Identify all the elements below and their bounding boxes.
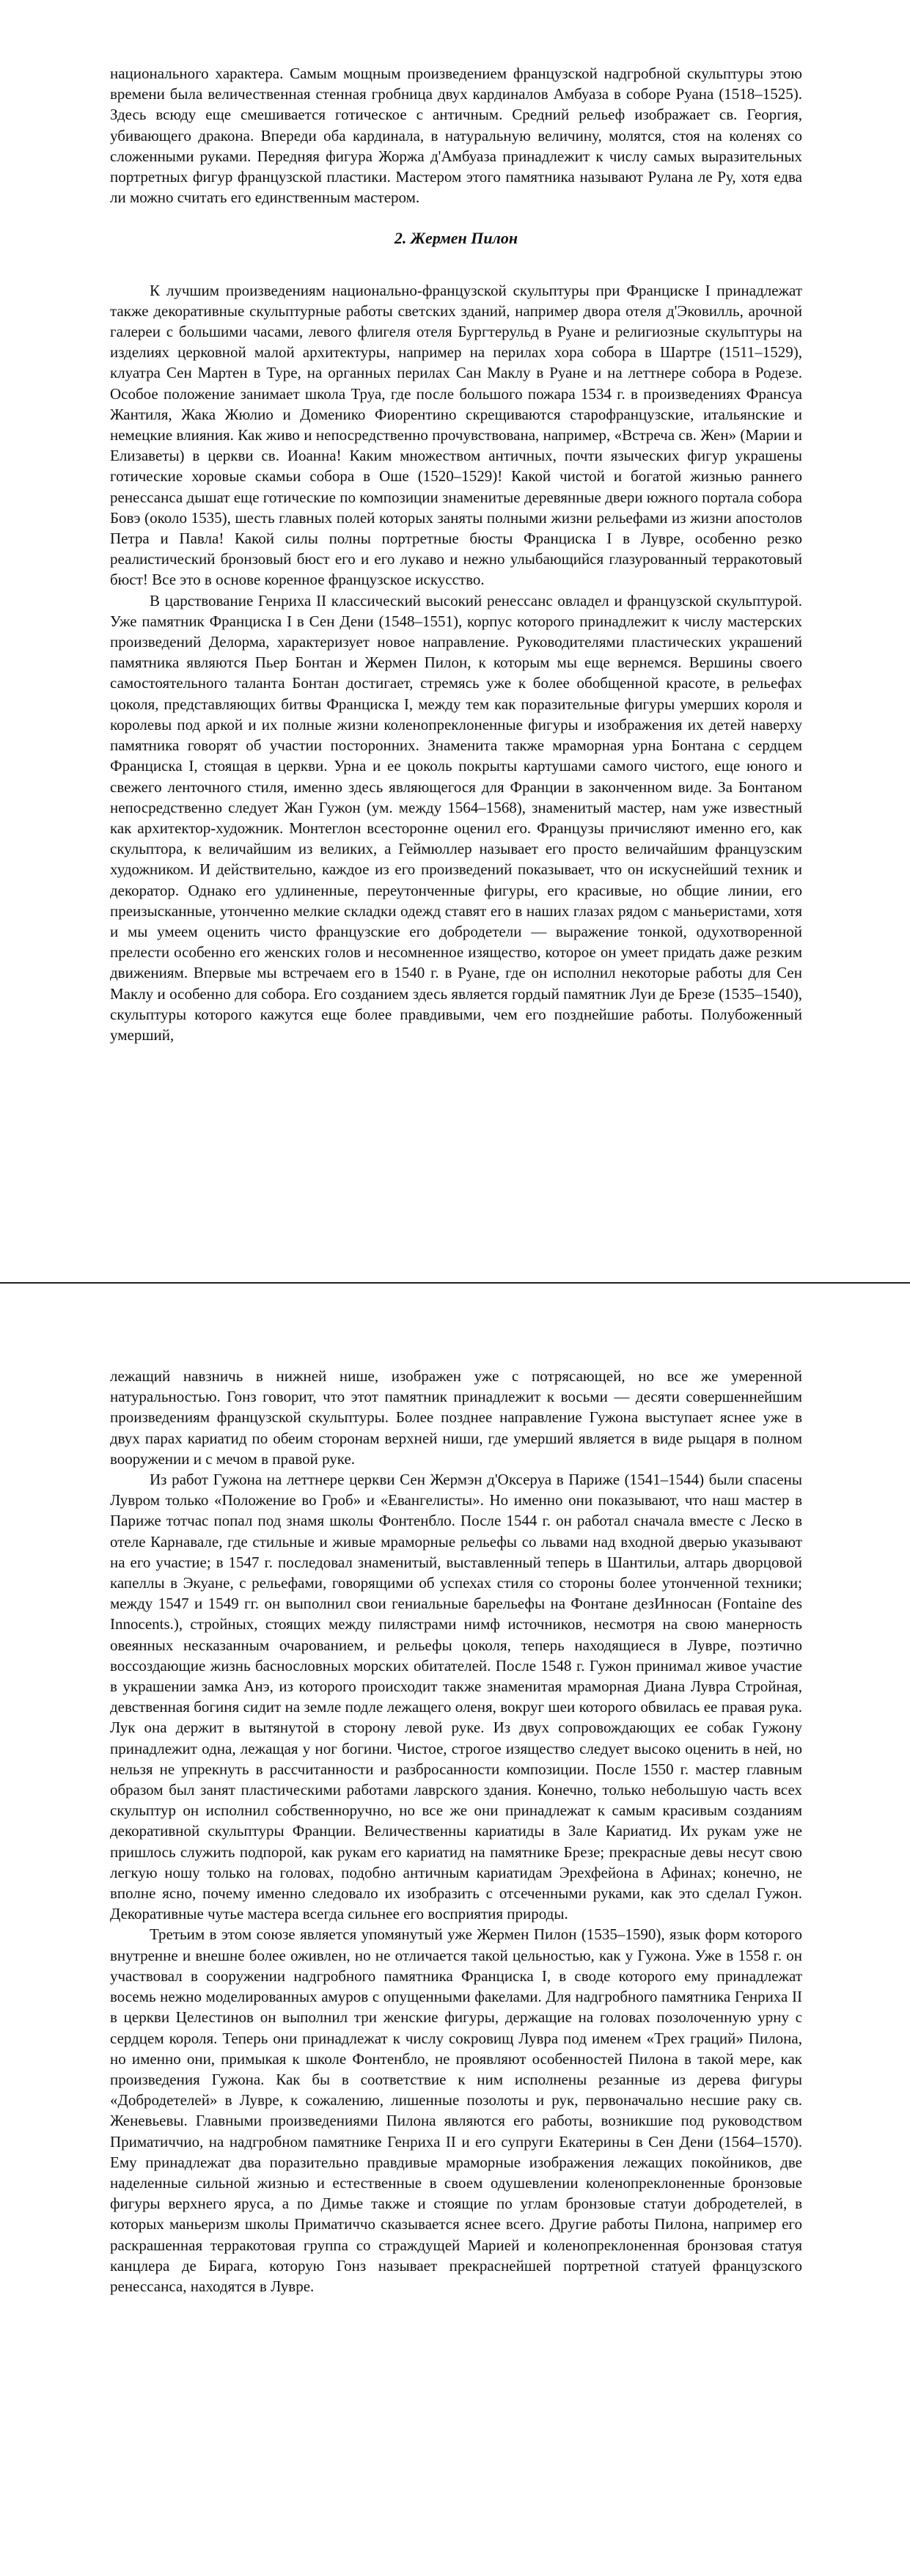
paragraph: лежащий навзничь в нижней нише, изображен уже с потрясающей, но все же умеренной натуральностью. Гонз говорит, что этот памятник принадлежит к восьми — десяти совершеннейшим произведениям французской скульптуры. Более позднее направление Гужона выступает яснее уже в двух парах кариатид по обеим сторонам верхней ниши, где умерший является в виде рыцаря в полном вооружении и с мечом в правой руке. bbox=[110, 1367, 802, 1468]
page-2-text bbox=[110, 1366, 802, 2297]
paragraph: Третьим в этом союзе является упомянутый уже Жермен Пилон (1535–1590), язык форм которого внутренне и внешне более оживлен, но не отличается такой цельностью, как у Гужона. Уже в 1558 г. он участвовал в сооружении надгробного памятника Франциска I, в своде которого ему принадлежат восемь нежно моделированных амуров с опущенными факелами. Для надгробного памятника Генриха II в церкви Целестинов он выполнил три женские фигуры, держащие на головах позолоченную урну с сердцем короля. Теперь они принадлежат к числу сокровищ Лувра под именем «Трех граций» Пилона, но именно они, примыкая к школе Фонтенбло, не проявляют особенностей Пилона в такой мере, как произведения Гужона. Как бы в соответствие к ним исполнены резанные из дерева фигуры «Добродетелей» в Лувре, к сожалению, лишенные позолоты и рук, первоначально несшие раку св. Женевьевы. Главными произведениями Пилона являются его работы, возникшие под руководством Приматиччио, на надгробном памятнике Генриха II и его супруги Екатерины в Сен Дени (1564–1570). Ему принадлежат два поразительно правдивые мраморные изображения лежащих покойников, две наделенные сильной жизнью и естественные в своем одушевлении коленопреклоненные бронзовые фигуры верхнего яруса, а по Димье также и стоящие по углам бронзовые статуи добродетелей, в которых маньеризм школы Приматиччо сказывается яснее всего. Другие работы Пилона, например его раскрашенная терракотовая группа со страждущей Марией и коленопреклоненная бронзовая статуя канцлера де Бирага, которую Гонз называет прекраснейшей портретной статуей французского ренессанса, находятся в Лувре. bbox=[110, 1925, 802, 2295]
page-1 bbox=[0, 0, 910, 1275]
section-heading: 2. Жермен Пилон bbox=[394, 229, 518, 248]
paragraph: Из работ Гужона на леттнере церкви Сен Жермэн д'Оксеруа в Париже (1541–1544) были спасены Лувром только «Положение во Гроб» и «Евангелисты». Но именно они показывают, что наш мастер в Париже тотчас попал под знамя школы Фонтенбло. После 1544 г. он работал сначала вместе с Леско в отеле Карнавале, где стильные и живые мраморные рельефы со львами над входной дверью указывают на его участие; в 1547 г. последовал знаменитый, выставленный теперь в Шантильи, алтарь дворцовой капеллы в Экуане, с рельефами, говорящими об успехах стиля со стороны более утонченной техники; между 1547 и 1549 гг. он выполнил свои гениальные барельефы на Фонтане дезИнносан (Fontaine des Innocents.), стройных, стоящих между пилястрами нимф источников, несмотря на свою манерность овеянных несказанным очарованием, и рельефы цоколя, теперь находящиеся в Лувре, поэтично воссоздающие жизнь баснословных морских обитателей. После 1548 г. Гужон принимал живое участие в украшении замка Анэ, из которого происходит также знаменитая мраморная Диана Лувра Стройная, девственная богиня сидит на земле подле лежащего оленя, вокруг шеи которого обвилась ее правая рука. Лук она держит в вытянутой в сторону левой руке. Из двух сопровождающих ее собак Гужону принадлежит одна, лежащая у ног богини. Чистое, строгое изящество следует высоко оценить в ней, но нельзя не упрекнуть в рассчитанности и разбросанности композиции. После 1550 г. мастер главным образом был занят пластическими работами лаврского здания. Конечно, только небольшую часть всех скульптур он исполнил собственноручно, но все же они принадлежат к самым красивым созданиям декоративной скульптуры Франции. Величественны кариатиды в Зале Кариатид. Их рукам уже не пришлось служить подпорой, как рукам его кариатид на памятнике Брезе; прекрасные девы несут свою легкую ношу только на головах, подобно античным кариатидам Эрехфейона в Афинах; конечно, не вполне ясно, почему именно следовало их изобразить с отсеченными руками, как это сделал Гужон. Декоративные чутье мастера всегда сильнее его восприятия природы. bbox=[110, 1471, 802, 1923]
paragraph: В царствование Генриха II классический высокий ренессанс овладел и французской скульптурой. Уже памятник Франциска I в Сен Дени (1548–1551), корпус которого принадлежит к числу мастерских произведений Делорма, характеризует новое направление. Руководителями пластических украшений памятника являются Пьер Бонтан и Жермен Пилон, к которым мы еще вернемся. Вершины своего самостоятельного таланта Бонтан достигает, стремясь уже к более обобщенной красоте, в рельефах цоколя, представляющих битвы Франциска I, между тем как поразительные фигуры умерших короля и королевы под аркой и их полные жизни коленопреклоненные фигуры и изображения их детей наверху памятника говорят об участии посторонних. Знаменита также мраморная урна Бонтана с сердцем Франциска I, стоящая в церкви. Урна и ее цоколь покрыты картушами самого чистого, еще юного и свежего ленточного стиля, именно здесь являющегося для Франции в законченном виде. За Бонтаном непосредственно следует Жан Гужон (ум. между 1564–1568), знаменитый мастер, нам уже известный как архитектор-художник. Монтеглон всесторонне оценил его. Французы причисляют именно его, как скульптора, к величайшим из великих, а Геймюллер называет его просто величайшим французским художником. И действительно, каждое из его произведений показывает, что он искуснейший техник и декоратор. Однако его удлиненные, переутонченные фигуры, его красивые, но общие линии, его преизысканные, утонченно мелкие складки одежд ставят его в наших глазах рядом с маньеристами, хотя и мы умеем оценить чисто французские его добродетели — выражение тонкой, одухотворенной прелести особенно его женских голов и несомненное изящество, которое он умеет придать даже резким движениям. Впервые мы встречаем его в 1540 г. в Руане, где он исполнил некоторые работы для Сен Маклу и особенно для собора. Его созданием здесь является гордый памятник Луи де Брезе (1535–1540), скульптуры которого кажутся еще более правдивыми, чем его позднейшие работы. Полубоженный умерший, bbox=[110, 591, 802, 1044]
page-2 bbox=[0, 1292, 910, 2576]
page-1-text bbox=[110, 63, 802, 1045]
paragraph: национального характера. Самым мощным произведением французской надгробной скульптуры этою времени была величественная стенная гробница двух кардиналов Амбуаза в соборе Руана (1518–1525). Здесь всюду еще смешивается готическое с античным. Средний рельеф изображает св. Георгия, убивающего дракона. Впереди оба кардинала, в натуральную величину, молятся, стоя на коленях со сложенными руками. Передняя фигура Жоржа д'Амбуаза принадлежит к числу самых выразительных портретных фигур французской пластики. Мастером этого памятника называют Рулана ле Ру, хотя едва ли можно считать его единственным мастером. bbox=[110, 65, 802, 207]
page-divider bbox=[0, 1282, 910, 1284]
paragraph: К лучшим произведениям национально-французской скульптуры при Франциске I принадлежат также декоративные скульптурные работы светских зданий, например двора отеля д'Эковилль, арочной галереи с большими часами, левого флигеля отеля Бургтерульд в Руане и религиозные скульптуры на изделиях церковной малой архитектуры, например на перилах хора собора в Шартре (1511–1529), клуатра Сен Мартен в Туре, на органных перилах Сан Маклу в Руане и на леттнере собора в Родезе. Особое положение занимает школа Труа, где после большого пожара 1534 г. в произведениях Франсуа Жантиля, Жака Жюлио и Доменико Фиорентино скрещиваются старофранцузские, итальянские и немецкие влияния. Как живо и непосредственно прочувствована, например, «Встреча св. Жен» (Марии и Елизаветы) в церкви св. Иоанна! Каким множеством античных, почти языческих фигур украшены готические хоровые скамьи собора в Оше (1520–1529)! Какой чистой и богатой жизнью раннего ренессанса дышат еще готические по композиции знаменитые деревянные двери южного портала собора Бовэ (около 1535), шесть главных полей которых заняты полными жизни рельефами из жизни апостолов Петра и Павла! Какой силы полны портретные бюсты Франциска I в Лувре, особенно резко реалистический бронзовый бюст его и его лукаво и нежно улыбающийся глазурованный терракотовый бюст! Все это в основе коренное французское искусство. bbox=[110, 281, 802, 589]
